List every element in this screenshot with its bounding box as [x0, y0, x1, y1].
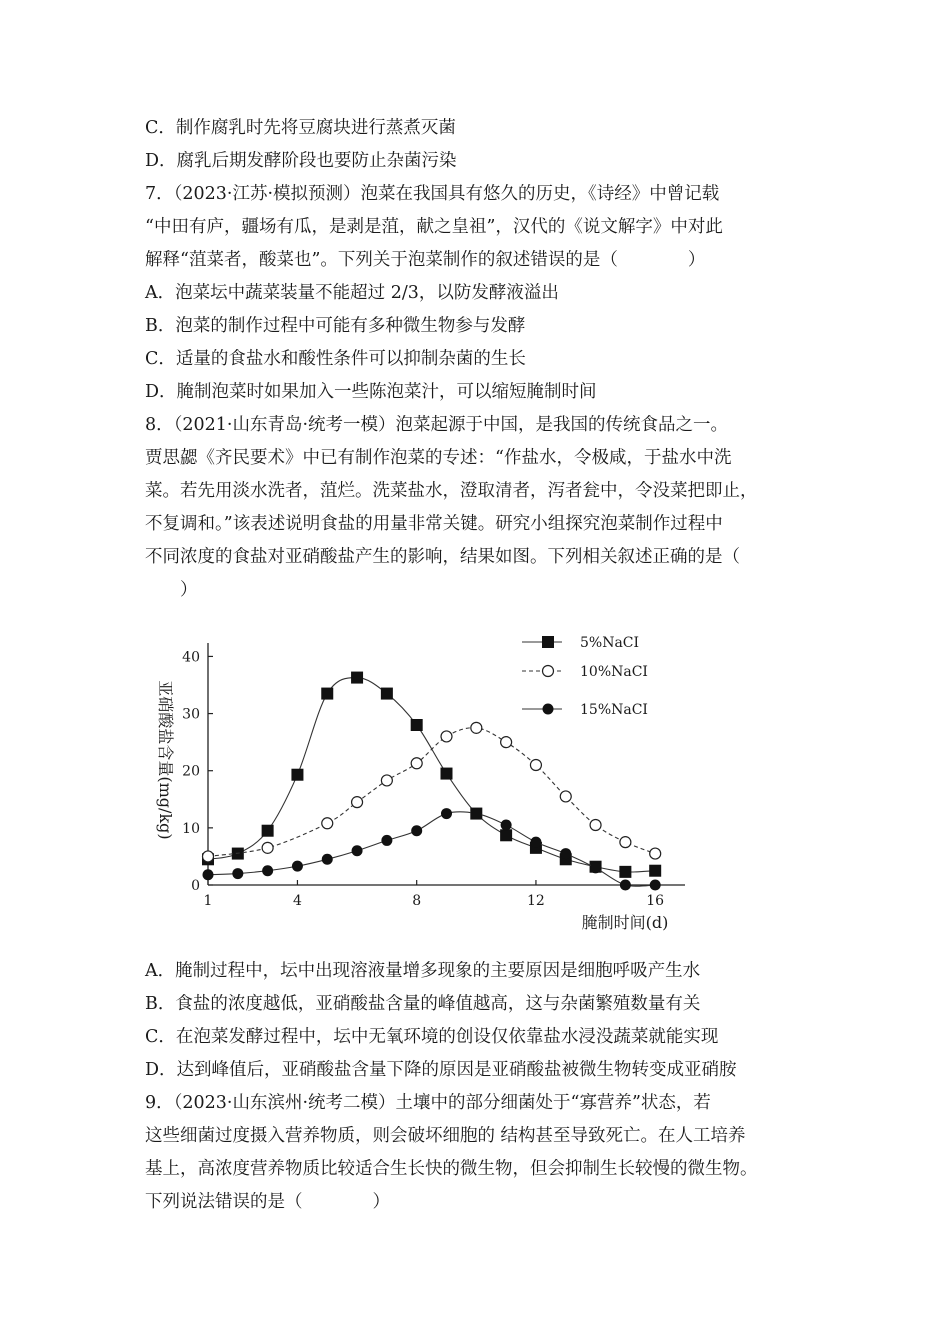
data-point-2	[411, 758, 422, 769]
data-point-1	[441, 768, 453, 780]
data-point-2	[530, 760, 541, 771]
text-line: 下列说法错误的是（ ）	[145, 1192, 390, 1212]
x-tick-label: 12	[527, 893, 545, 909]
text-line: A．腌制过程中，坛中出现溶液量增多现象的主要原因是细胞呼吸产生水	[145, 961, 701, 981]
text-line: “中田有庐，疆场有瓜，是剥是菹，献之皇祖”，汉代的《说文解字》中对此	[145, 217, 723, 237]
data-point-3	[590, 862, 601, 873]
text-line: C．适量的食盐水和酸性条件可以抑制杂菌的生长	[145, 349, 526, 369]
text-line: B．泡菜的制作过程中可能有多种微生物参与发酵	[145, 316, 526, 336]
data-point-1	[649, 865, 661, 877]
text-line: B．食盐的浓度越低，亚硝酸盐含量的峰值越高，这与杂菌繁殖数量有关	[145, 994, 701, 1014]
data-point-2	[620, 837, 631, 848]
legend-label: 5%NaCI	[580, 635, 640, 651]
y-tick-label: 30	[182, 706, 200, 723]
legend-marker	[542, 636, 554, 648]
text-line: ）	[145, 580, 198, 600]
y-tick-label: 40	[182, 649, 200, 666]
text-line: 这些细菌过度摄入营养物质，则会破坏细胞的 结构甚至导致死亡。在人工培养	[145, 1126, 746, 1146]
data-point-3	[262, 865, 273, 876]
data-point-3	[322, 854, 333, 865]
text-line: D．达到峰值后，亚硝酸盐含量下降的原因是亚硝酸盐被微生物转变成亚硝胺	[145, 1060, 737, 1080]
y-tick-label: 10	[182, 820, 200, 837]
data-point-3	[441, 808, 452, 819]
text-line: 菜。若先用淡水洗者，菹烂。洗菜盐水，澄取清者，泻者瓮中，令没菜把即止，	[145, 481, 758, 501]
text-line: D．腌制泡菜时如果加入一些陈泡菜汁，可以缩短腌制时间	[145, 382, 597, 402]
data-point-1	[291, 769, 303, 781]
data-point-2	[262, 842, 273, 853]
x-tick-label: 1	[203, 893, 213, 909]
data-point-2	[352, 797, 363, 808]
x-tick-label: 16	[646, 893, 665, 909]
text-line: A．泡菜坛中蔬菜装量不能超过 2/3，以防发酵液溢出	[145, 283, 559, 303]
text-line: D．腐乳后期发酵阶段也要防止杂菌污染	[145, 151, 457, 171]
legend-marker	[543, 666, 554, 677]
text-line: 不复调和。”该表述说明食盐的用量非常关键。研究小组探究泡菜制作过程中	[145, 514, 723, 534]
data-point-3	[411, 825, 422, 836]
text-line: 基上，高浓度营养物质比较适合生长快的微生物，但会抑制生长较慢的微生物。	[145, 1159, 758, 1179]
data-point-3	[560, 848, 571, 859]
y-axis-label: 亚硝酸盐含量(mg/kg)	[156, 680, 175, 840]
data-point-3	[650, 880, 661, 891]
data-point-3	[232, 868, 243, 879]
text-line: C．在泡菜发酵过程中，坛中无氧环境的创设仅依靠盐水浸没蔬菜就能实现	[145, 1027, 719, 1047]
x-axis-label: 腌制时间(d)	[581, 913, 669, 932]
data-point-2	[322, 818, 333, 829]
text-line: 解释“菹菜者，酸菜也”。下列关于泡菜制作的叙述错误的是（ ）	[145, 250, 706, 270]
data-point-1	[381, 688, 393, 700]
legend-label: 10%NaCI	[580, 664, 648, 680]
data-point-2	[650, 848, 661, 859]
data-point-3	[381, 835, 392, 846]
legend-label: 15%NaCI	[580, 702, 648, 718]
data-point-3	[352, 845, 363, 856]
text-line: 9．（2023·山东滨州·统考二模）土壤中的部分细菌处于“寡营养”状态，若	[145, 1093, 711, 1113]
data-point-2	[501, 737, 512, 748]
text-line: 8．（2021·山东青岛·统考一模）泡菜起源于中国，是我国的传统食品之一。	[145, 415, 729, 435]
text-line: 贾思勰《齐民要术》中已有制作泡菜的专述：“作盐水，令极咸，于盐水中洗	[145, 448, 732, 468]
x-tick-label: 8	[412, 893, 422, 909]
data-point-2	[441, 731, 452, 742]
data-point-3	[620, 880, 631, 891]
data-point-3	[292, 861, 303, 872]
text-line: 7．（2023·江苏·模拟预测）泡菜在我国具有悠久的历史，《诗经》中曾记载	[145, 184, 720, 204]
data-point-2	[381, 775, 392, 786]
data-point-3	[501, 820, 512, 831]
nitrite-chart-svg	[150, 628, 710, 938]
series-line-3	[208, 812, 655, 887]
x-tick-label: 4	[292, 893, 302, 909]
data-point-2	[203, 851, 214, 862]
text-line: 不同浓度的食盐对亚硝酸盐产生的影响，结果如图。下列相关叙述正确的是（	[145, 547, 740, 567]
y-tick-label: 0	[191, 878, 200, 894]
nitrite-chart	[150, 628, 710, 938]
data-point-1	[500, 829, 512, 841]
text-line: C．制作腐乳时先将豆腐块进行蒸煮灭菌	[145, 118, 456, 138]
data-point-1	[619, 866, 631, 878]
data-point-1	[351, 672, 363, 684]
data-point-3	[471, 808, 482, 819]
data-point-2	[471, 722, 482, 733]
data-point-1	[262, 825, 274, 837]
data-point-2	[590, 820, 601, 831]
data-point-1	[321, 688, 333, 700]
legend-marker	[543, 704, 554, 715]
data-point-2	[560, 791, 571, 802]
data-point-3	[530, 837, 541, 848]
y-tick-label: 20	[182, 763, 200, 780]
data-point-3	[203, 869, 214, 880]
data-point-1	[411, 719, 423, 731]
series-line-2	[208, 728, 655, 857]
